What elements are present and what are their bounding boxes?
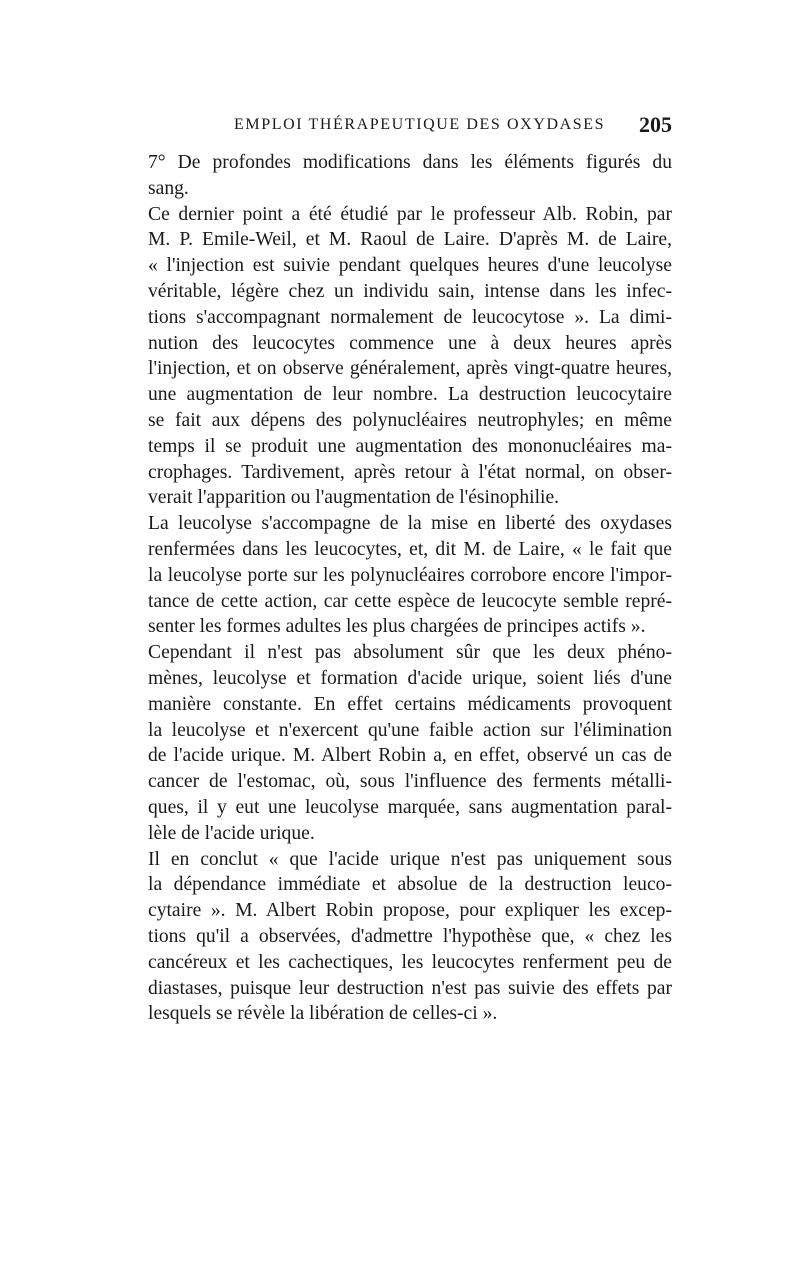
text-line: La leucolyse s'accompagne de la mise en liberté des oxydases	[148, 513, 672, 535]
text-line: cancéreux et les cachectiques, les leucocytes renferment peu de	[148, 951, 672, 973]
text-line: ques, il y eut une leucolyse marquée, sans augmentation paral-	[148, 796, 672, 818]
text-line: l'injection, et on observe généralement, après vingt-quatre heures,	[148, 358, 672, 380]
text-line: cancer de l'estomac, où, sous l'influence des ferments métalli-	[148, 771, 672, 793]
text-line: la leucolyse porte sur les polynucléaires corrobore encore l'impor-	[148, 564, 672, 586]
body-text	[148, 150, 672, 1027]
text-line: lèle de l'acide urique.	[148, 822, 315, 844]
text-line: sang.	[148, 177, 189, 199]
text-line: temps il se produit une augmentation des mononucléaires ma-	[148, 435, 672, 457]
page-number: 205	[639, 112, 672, 137]
text-line: la dépendance immédiate et absolue de la destruction leuco-	[148, 874, 672, 896]
text-line: Il en conclut « que l'acide urique n'est pas uniquement sous	[148, 848, 672, 870]
text-line: tions s'accompagnant normalement de leucocytose ». La dimi-	[148, 306, 672, 328]
text-line: 7° De profondes modifications dans les éléments figurés du	[148, 152, 672, 173]
text-line: la leucolyse et n'exercent qu'une faible action sur l'élimination	[148, 719, 672, 741]
text-line: renfermées dans les leucocytes, et, dit M. de Laire, « le fait que	[148, 538, 672, 560]
text-line: M. P. Emile-Weil, et M. Raoul de Laire. D'après M. de Laire,	[148, 229, 672, 251]
text-line: lesquels se révèle la libération de celles-ci ».	[148, 1003, 498, 1025]
text-line: Ce dernier point a été étudié par le professeur Alb. Robin, par	[148, 203, 672, 225]
text-line: nution des leucocytes commence une à deux heures après	[148, 332, 672, 354]
text-line: verait l'apparition ou l'augmentation de l'ésinophilie.	[148, 487, 560, 509]
text-line: manière constante. En effet certains médicaments provoquent	[148, 693, 672, 715]
text-line: senter les formes adultes les plus chargées de principes actifs ».	[148, 616, 646, 638]
text-line: tions qu'il a observées, d'admettre l'hypothèse que, « chez les	[148, 925, 672, 947]
page-header	[148, 112, 672, 140]
text-line: diastases, puisque leur destruction n'est pas suivie des effets par	[148, 977, 672, 999]
text-line: tance de cette action, car cette espèce de leucocyte semble repré-	[148, 590, 672, 612]
text-line: se fait aux dépens des polynucléaires neutrophyles; en même	[148, 409, 672, 431]
text-line: « l'injection est suivie pendant quelques heures d'une leucolyse	[148, 255, 672, 277]
text-line: véritable, légère chez un individu sain, intense dans les infec-	[148, 280, 672, 302]
text-line: de l'acide urique. M. Albert Robin a, en effet, observé un cas de	[148, 745, 672, 767]
text-line: Cependant il n'est pas absolument sûr que les deux phéno-	[148, 642, 672, 664]
text-line: cytaire ». M. Albert Robin propose, pour expliquer les excep-	[148, 900, 672, 922]
running-title: EMPLOI THÉRAPEUTIQUE DES OXYDASES	[234, 116, 606, 133]
text-line: une augmentation de leur nombre. La destruction leucocytaire	[148, 384, 672, 406]
text-line: mènes, leucolyse et formation d'acide urique, soient liés d'une	[148, 667, 672, 689]
text-line: crophages. Tardivement, après retour à l'état normal, on obser-	[148, 461, 672, 483]
